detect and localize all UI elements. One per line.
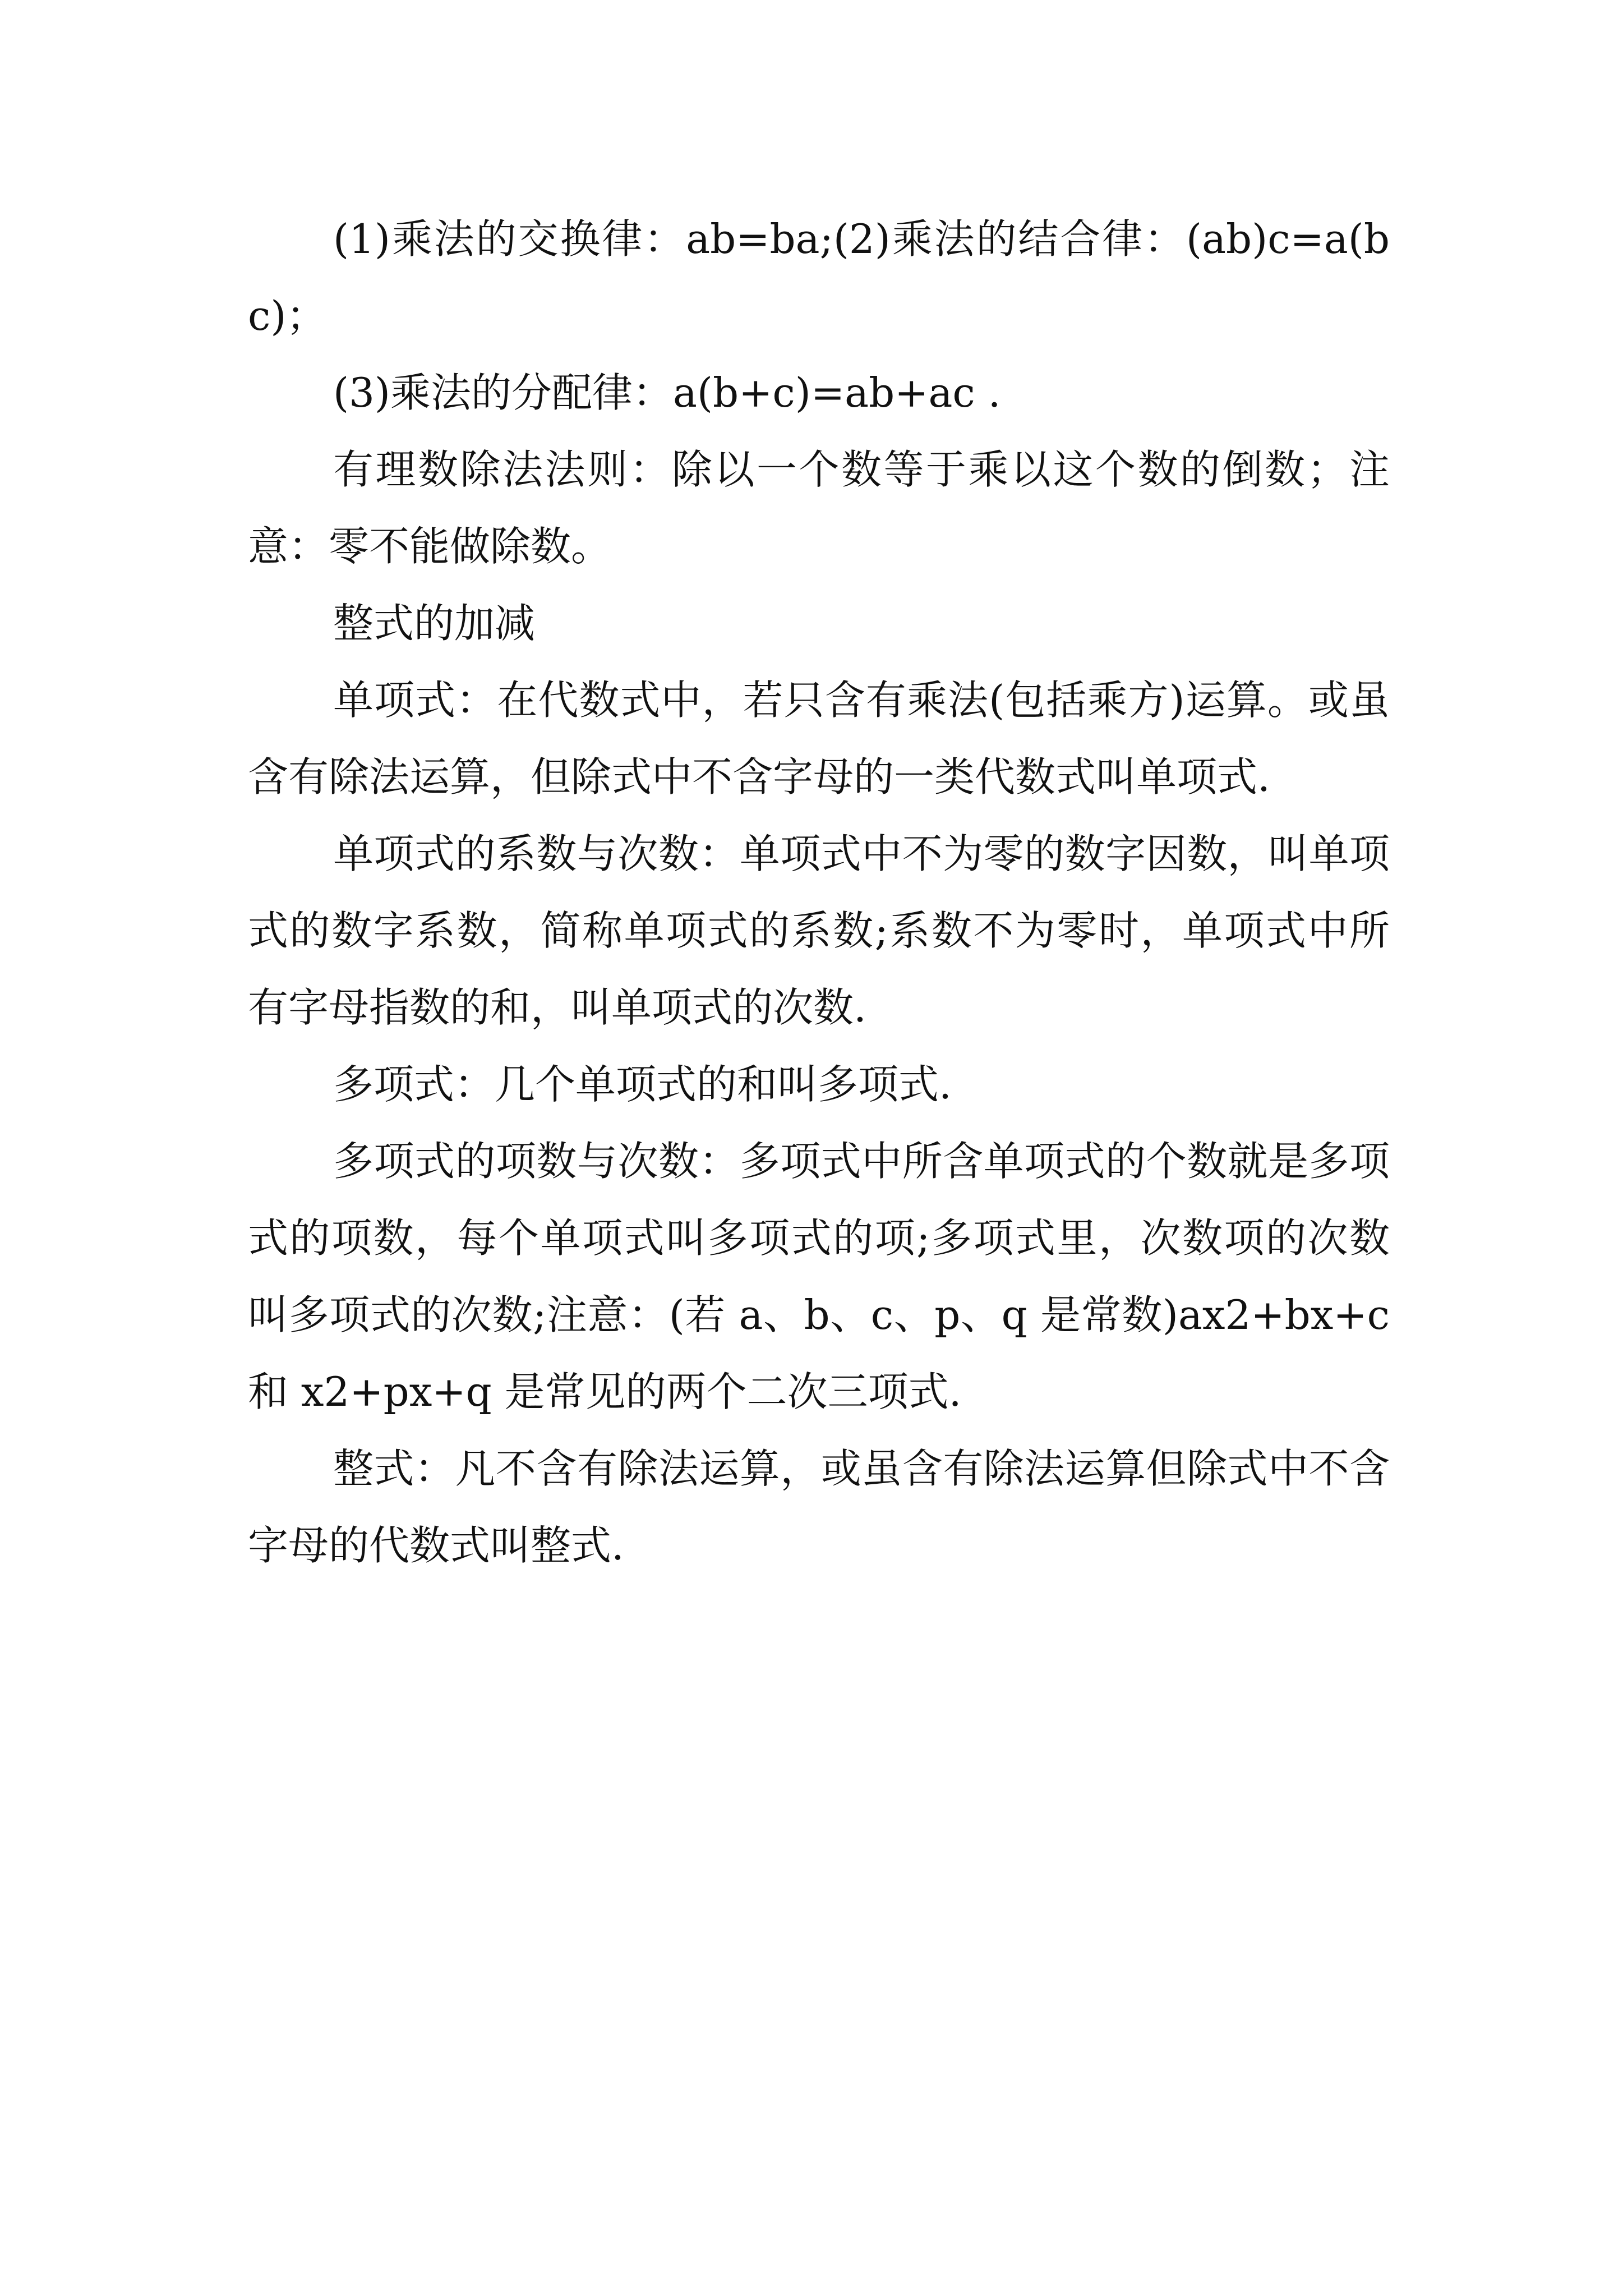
paragraph-division-rule: 有理数除法法则：除以一个数等于乘以这个数的倒数；注意：零不能做除数。 xyxy=(248,446,1390,570)
section-heading-polynomial-operations: 整式的加减 xyxy=(333,600,536,647)
paragraph-integral-expression: 整式：凡不含有除法运算，或虽含有除法运算但除式中不含字母的代数式叫整式. xyxy=(248,1445,1390,1569)
paragraph-multiplication-laws: (1)乘法的交换律：ab=ba;(2)乘法的结合律：(ab)c=a(bc)； xyxy=(248,215,1390,339)
paragraph-monomial-definition: 单项式：在代数式中，若只含有乘法(包括乘方)运算。或虽含有除法运算，但除式中不含字母的一类代数式叫单项式. xyxy=(248,677,1390,800)
paragraph-distributive-law: (3)乘法的分配律：a(b+c)=ab+ac . xyxy=(333,369,1001,416)
paragraph-monomial-coefficient-degree: 单项式的系数与次数：单项式中不为零的数字因数，叫单项式的数字系数，简称单项式的系数;系数不为零时，单项式中所有字母指数的和，叫单项式的次数. xyxy=(248,830,1390,1031)
paragraph-polynomial-definition: 多项式：几个单项式的和叫多项式. xyxy=(333,1061,952,1108)
paragraph-polynomial-terms-degree: 多项式的项数与次数：多项式中所含单项式的个数就是多项式的项数，每个单项式叫多项式的项;多项式里，次数项的次数叫多项式的次数;注意：(若 a、b、c、p、q 是常数)ax2+bx+c 和 x2+px+q 是常见的两个二次三项式. xyxy=(248,1138,1390,1415)
document-body xyxy=(248,201,1390,1584)
